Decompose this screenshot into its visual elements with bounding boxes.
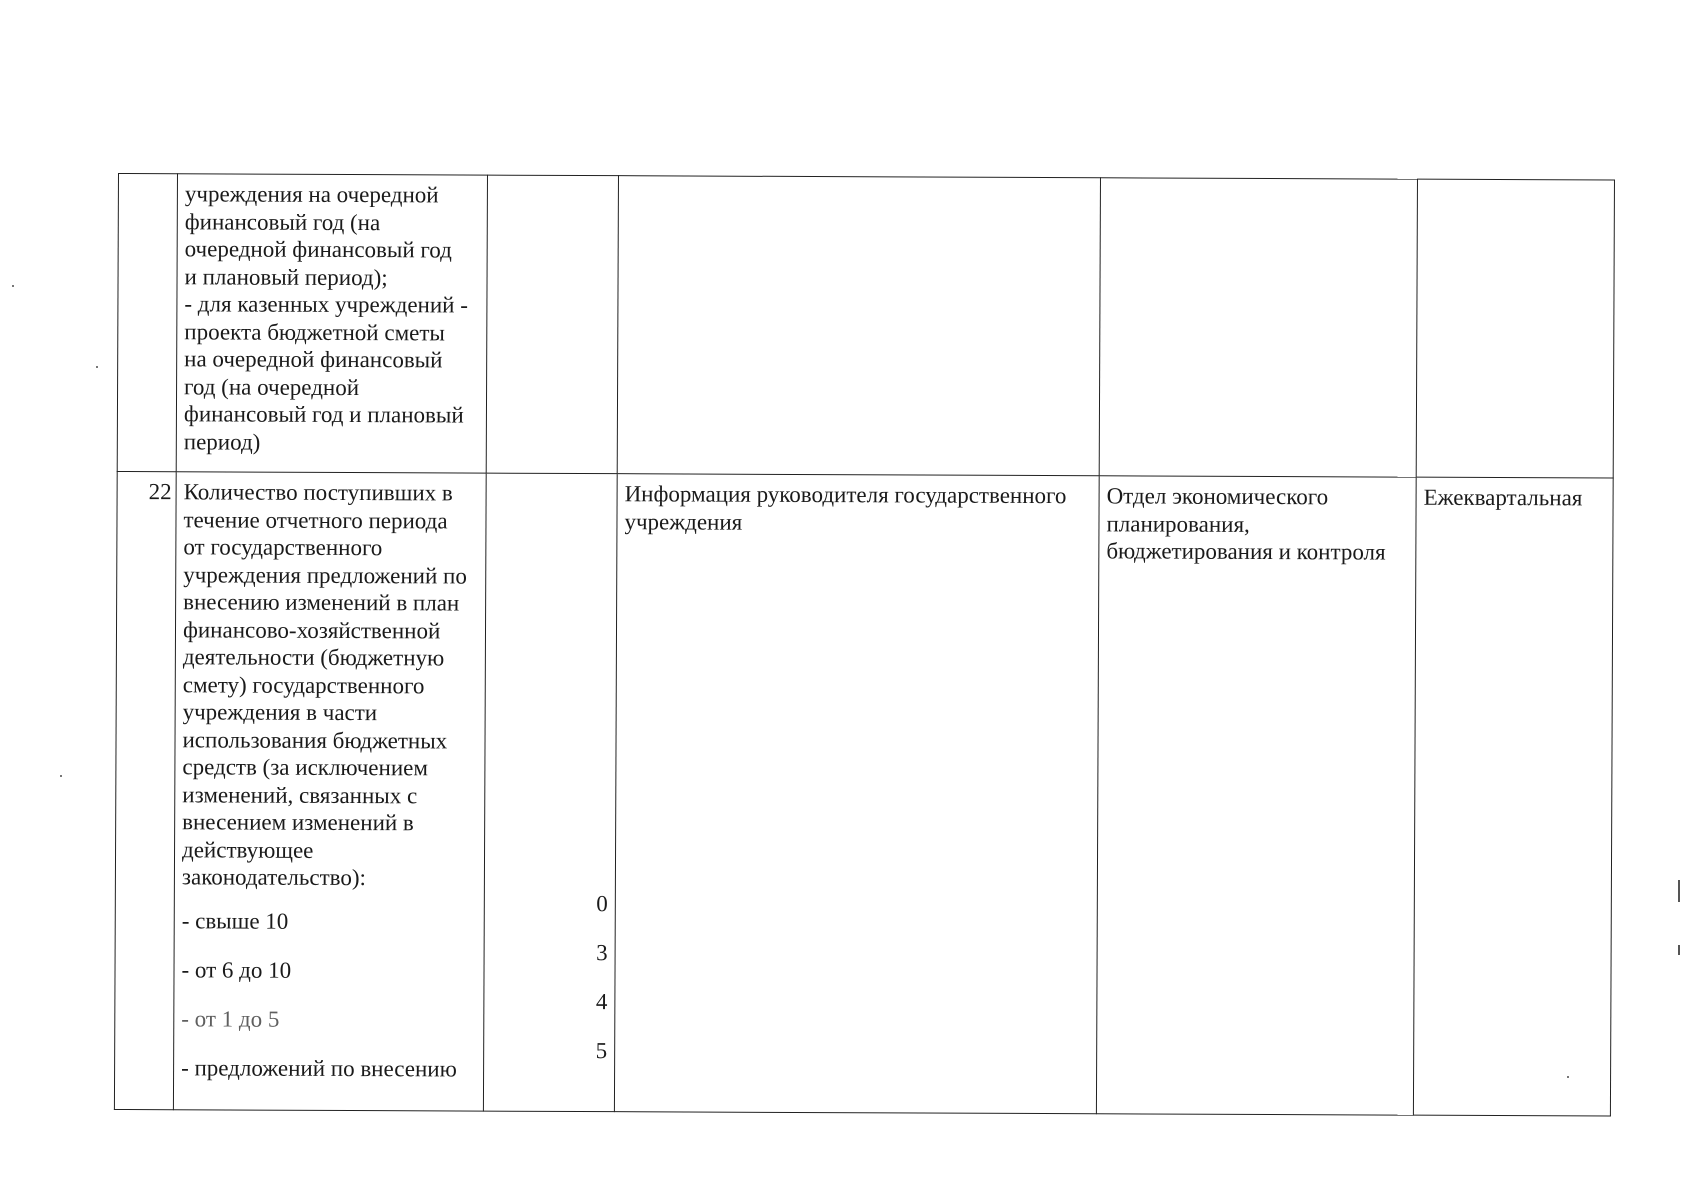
option-label: - от 1 до 5 — [181, 1005, 280, 1032]
scan-edge-mark — [1678, 945, 1680, 955]
scan-edge-mark — [1678, 880, 1680, 902]
indicators-table — [114, 173, 1615, 1116]
option-score: 4 — [595, 989, 608, 1015]
option-label: - предложений по внесению — [181, 1054, 457, 1081]
frequency-cell — [1416, 179, 1614, 478]
department-cell: Отдел экономического планирования, бюджетирования и контроля — [1096, 476, 1416, 1115]
source-cell — [617, 176, 1100, 476]
department-cell — [1099, 178, 1417, 477]
scan-dot — [12, 285, 14, 287]
row-number-cell: 22 — [114, 471, 176, 1109]
frequency-cell: Ежеквартальная — [1413, 477, 1613, 1115]
option-label: - от 6 до 10 — [181, 956, 292, 983]
option-score: 0 — [596, 891, 608, 917]
scan-dot — [1567, 1076, 1569, 1078]
score-spacer — [492, 474, 610, 891]
score-cell — [483, 473, 617, 1111]
indicator-name-cell: учреждения на очередной финансовый год (на очередной финансовый год и плановый период); - для казенных учреждений - проекта бюджетной сметы на очередной финансовый год (на очередной финансовый год и плановый период) — [176, 174, 487, 473]
row-number-cell — [117, 174, 177, 472]
score-cell — [486, 175, 618, 474]
scan-dot — [60, 775, 62, 777]
table-row-continuation — [117, 174, 1614, 479]
table-row-22 — [114, 471, 1613, 1115]
indicator-name-cell — [173, 472, 486, 1111]
option-score: 3 — [596, 940, 608, 966]
scan-dot — [96, 366, 98, 368]
indicator-name-text: Количество поступивших в течение отчетного периода от государственного учреждения предложений по внесению изменений в план финансово-хозяйственной деятельности (бюджетную смету) государственного учреждения в части использования бюджетных средств (за исключением изменений, связанных с внесением изменений в действующее законодательство): — [181, 479, 467, 891]
option-label: - свыше 10 — [181, 907, 289, 934]
option-score: 5 — [595, 1038, 608, 1064]
source-cell: Информация руководителя государственного учреждения — [614, 474, 1099, 1114]
